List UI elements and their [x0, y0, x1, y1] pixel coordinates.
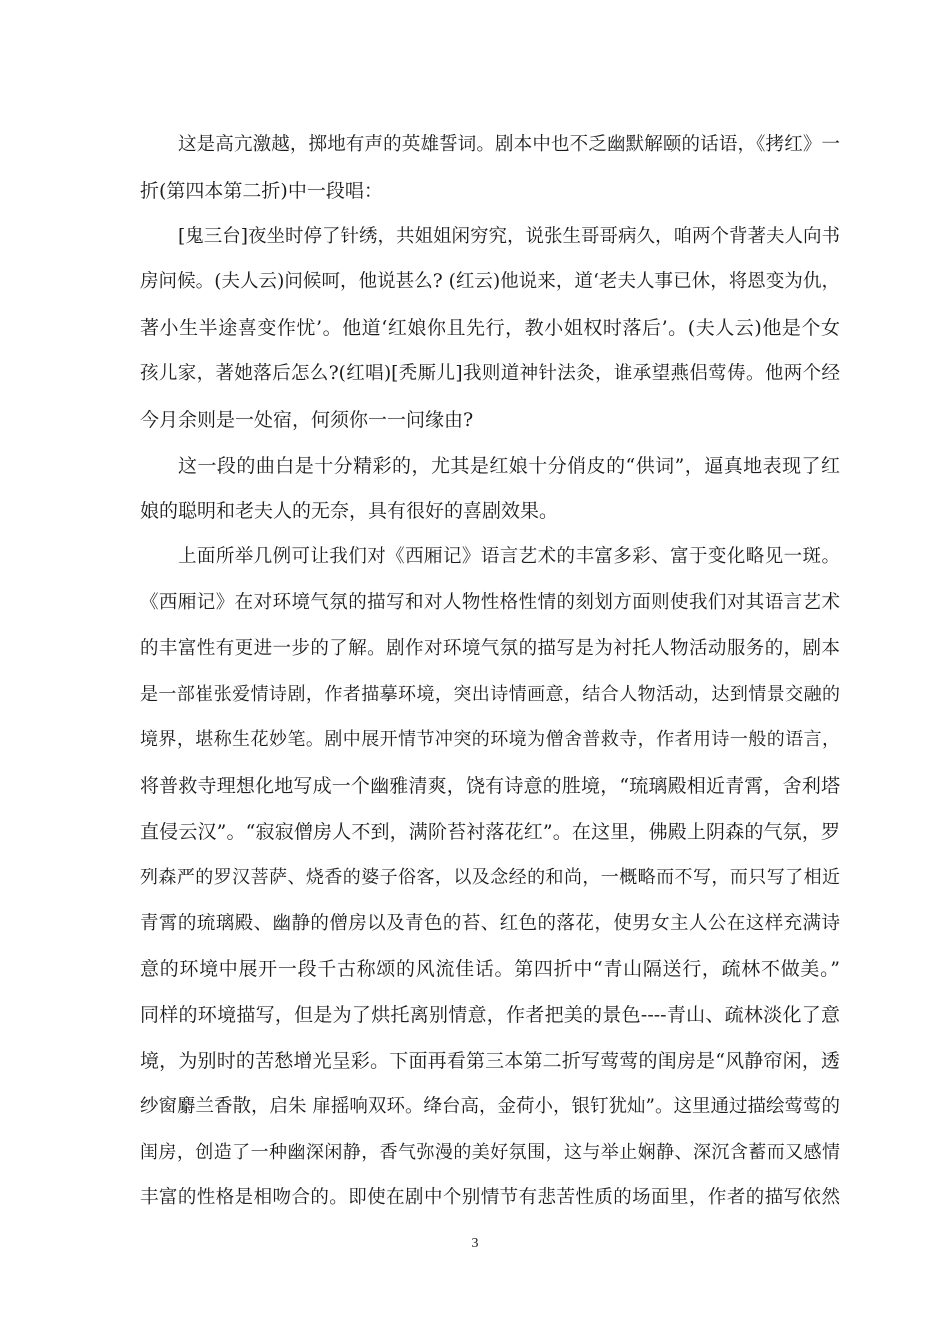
text-line: 是一部崔张爱情诗剧，作者描摹环境，突出诗情画意，结合人物活动，达到情景交融的	[140, 683, 840, 705]
body-text	[140, 128, 840, 1227]
text-line: 上面所举几例可让我们对《西厢记》语言艺术的丰富多彩、富于变化略见一斑。	[178, 546, 840, 568]
text-line: 将普救寺理想化地写成一个幽雅清爽，饶有诗意的胜境，“琉璃殿相近青霄，舍利塔	[140, 775, 840, 798]
text-line: 房问候。(夫人云)问候呵，他说甚么? (红云)他说来，道‘老夫人事已休，将恩变为仇，	[140, 271, 840, 293]
text-line: 境，为别时的苦愁增光呈彩。下面再看第三本第二折写莺莺的闺房是“风静帘闲，透	[140, 1049, 840, 1072]
text-line: 的丰富性有更进一步的了解。剧作对环境气氛的描写是为衬托人物活动服务的，剧本	[140, 637, 840, 659]
text-line: 青霄的琉璃殿、幽静的僧房以及青色的苔、红色的落花，使男女主人公在这样充满诗	[140, 912, 840, 934]
text-line: 同样的环境描写，但是为了烘托离别情意，作者把美的景色----青山、疏林淡化了意	[140, 1004, 840, 1027]
text-line: 娘的聪明和老夫人的无奈，具有很好的喜剧效果。	[140, 500, 559, 523]
text-line: 丰富的性格是相吻合的。即使在剧中个别情节有悲苦性质的场面里，作者的描写依然	[140, 1187, 840, 1209]
text-line: 今月余则是一处宿，何须你一一问缘由?	[140, 408, 474, 431]
text-line: 这是高亢激越，掷地有声的英雄誓词。剧本中也不乏幽默解颐的话语，《拷红》一	[178, 134, 840, 155]
text-line: 境界，堪称生花妙笔。剧中展开情节冲突的环境为僧舍普救寺，作者用诗一般的语言，	[140, 729, 840, 751]
text-line: 纱窗麝兰香散，启朱 扉摇响双环。绛台高，金荷小，银钉犹灿”。这里通过描绘莺莺的	[140, 1095, 840, 1117]
text-line: 闺房，创造了一种幽深闲静，香气弥漫的美好氛围，这与举止娴静、深沉含蓄而又感情	[140, 1141, 840, 1163]
text-line: 折(第四本第二折)中一段唱：	[140, 179, 383, 202]
text-line: 意的环境中展开一段千古称颂的风流佳话。第四折中“青山隔送行，疏林不做美。”	[140, 958, 840, 981]
page-number: 3	[471, 1236, 479, 1251]
text-line: 《西厢记》在对环境气氛的描写和对人物性格性情的刻划方面则使我们对其语言艺术	[140, 591, 840, 613]
text-line: 列森严的罗汉菩萨、烧香的婆子俗客，以及念经的和尚，一概略而不写，而只写了相近	[140, 866, 840, 888]
text-line: 这一段的曲白是十分精彩的，尤其是红娘十分俏皮的“供词”，逼真地表现了红	[178, 454, 840, 477]
text-line: [鬼三台]夜坐时停了针绣，共姐姐闲穷究，说张生哥哥病久，咱两个背著夫人向书	[178, 225, 840, 247]
text-line: 孩儿家，著她落后怎么?(红唱)[秃厮儿]我则道神针法灸，谁承望燕侣莺俦。他两个经	[140, 362, 840, 384]
text-line: 著小生半途喜变作忧’。他道‘红娘你且先行，教小姐权时落后’。(夫人云)他是个女	[140, 317, 840, 340]
text-line: 直侵云汉”。“寂寂僧房人不到，满阶苔衬落花红”。在这里，佛殿上阴森的气氛，罗	[140, 820, 840, 843]
